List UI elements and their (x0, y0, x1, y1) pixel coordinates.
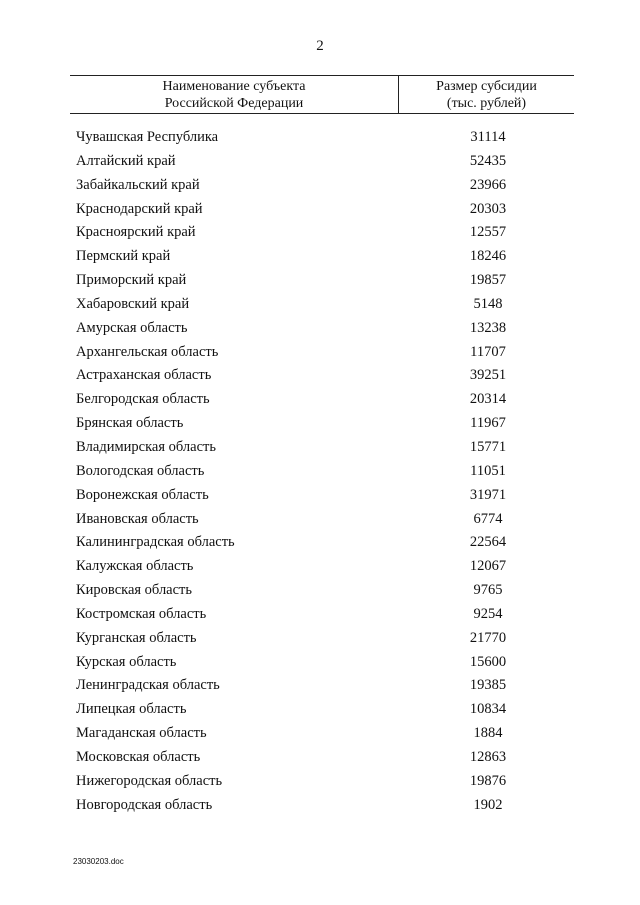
region-name: Магаданская область (76, 725, 207, 742)
table-row (0, 555, 640, 579)
region-name: Воронежская область (76, 486, 209, 503)
table-row (0, 484, 640, 508)
region-name: Архангельская область (76, 343, 219, 360)
subsidy-value: 10834 (469, 701, 507, 718)
table-row (0, 603, 640, 627)
document-code: 23030203.doc (73, 857, 124, 866)
subsidy-value: 23966 (469, 176, 507, 193)
table-row (0, 531, 640, 555)
table-row (0, 412, 640, 436)
table-row (0, 651, 640, 675)
table-row (0, 317, 640, 341)
table-row (0, 722, 640, 746)
subsidy-value: 31971 (469, 486, 507, 503)
region-name: Краснодарский край (76, 200, 203, 217)
region-name: Амурская область (76, 319, 188, 336)
header-subsidy-amount-line2: (тыс. рублей) (446, 96, 527, 111)
table-row (0, 293, 640, 317)
table-row (0, 364, 640, 388)
table-row (0, 174, 640, 198)
header-subsidy-amount-line1: Размер субсидии (436, 79, 537, 94)
header-region-name-line2: Российской Федерации (164, 96, 304, 111)
table-row (0, 460, 640, 484)
subsidy-value: 31114 (470, 129, 506, 145)
region-name: Кировская область (76, 582, 193, 599)
region-name: Нижегородская область (76, 772, 223, 789)
subsidy-value: 20303 (469, 200, 507, 217)
subsidy-value: 11051 (470, 462, 506, 479)
subsidy-value: 20314 (469, 391, 507, 408)
table-body (0, 126, 640, 817)
region-name: Калининградская область (76, 534, 235, 551)
subsidy-value: 22564 (469, 534, 507, 551)
subsidy-value: 19385 (469, 677, 507, 694)
region-name: Алтайский край (76, 152, 176, 169)
subsidy-value: 11707 (470, 343, 506, 360)
table-row (0, 794, 640, 818)
table-row (0, 436, 640, 460)
region-name: Московская область (76, 748, 201, 765)
table-row (0, 674, 640, 698)
table-row (0, 245, 640, 269)
page-number: 2 (316, 38, 324, 54)
region-name: Вологодская область (76, 462, 205, 479)
region-name: Липецкая область (76, 701, 187, 718)
region-name: Курганская область (76, 629, 197, 646)
table-row (0, 746, 640, 770)
subsidy-value: 12067 (469, 558, 507, 575)
subsidy-value: 12557 (469, 224, 507, 241)
table-row (0, 221, 640, 245)
table-row (0, 579, 640, 603)
table-row (0, 126, 640, 150)
region-name: Приморский край (76, 272, 187, 289)
table-row (0, 269, 640, 293)
region-name: Ивановская область (76, 510, 199, 527)
subsidy-value: 1902 (473, 796, 503, 813)
region-name: Хабаровский край (76, 295, 190, 312)
subsidy-value: 1884 (473, 725, 503, 742)
subsidy-value: 18246 (469, 248, 507, 265)
subsidy-value: 6774 (473, 510, 503, 527)
subsidy-value: 9254 (473, 605, 503, 622)
table-row (0, 770, 640, 794)
table-row (0, 627, 640, 651)
subsidy-value: 12863 (469, 748, 507, 765)
region-name: Красноярский край (76, 224, 196, 241)
table-row (0, 198, 640, 222)
table-row (0, 341, 640, 365)
subsidy-value: 5148 (473, 295, 503, 312)
region-name: Ленинградская область (76, 677, 220, 694)
region-name: Владимирская область (76, 438, 216, 455)
subsidy-value: 9765 (473, 582, 503, 599)
region-name: Чувашская Республика (76, 129, 219, 145)
table-row (0, 388, 640, 412)
subsidy-value: 15771 (469, 438, 507, 455)
table-header (70, 75, 574, 114)
subsidy-value: 39251 (469, 367, 507, 384)
subsidy-value: 52435 (469, 152, 507, 169)
region-name: Калужская область (76, 558, 194, 575)
region-name: Астраханская область (76, 367, 212, 384)
subsidy-value: 21770 (469, 629, 507, 646)
subsidy-value: 19857 (469, 272, 507, 289)
subsidy-value: 19876 (469, 772, 507, 789)
header-region-name (70, 78, 398, 112)
subsidy-value: 11967 (470, 415, 506, 432)
subsidy-value: 15600 (469, 653, 507, 670)
table-row (0, 698, 640, 722)
region-name: Брянская область (76, 415, 184, 432)
header-region-name-line1: Наименование субъекта (162, 79, 306, 94)
region-name: Костромская область (76, 605, 207, 622)
table-row (0, 150, 640, 174)
region-name: Белгородская область (76, 391, 210, 408)
region-name: Пермский край (76, 248, 171, 265)
region-name: Курская область (76, 653, 177, 670)
region-name: Новгородская область (76, 796, 213, 813)
subsidy-value: 13238 (469, 319, 507, 336)
region-name: Забайкальский край (76, 176, 200, 193)
header-subsidy-amount (399, 78, 574, 112)
table-row (0, 508, 640, 532)
